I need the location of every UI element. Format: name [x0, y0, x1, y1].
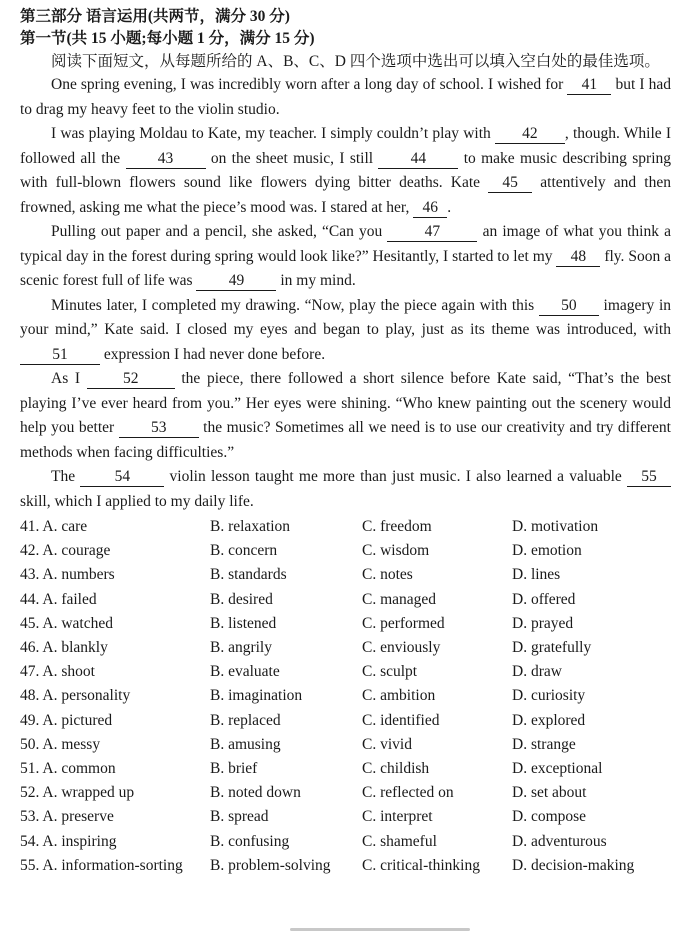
- option-c: C. shameful: [362, 832, 437, 850]
- option-a: 49. A. pictured: [20, 711, 113, 729]
- instructions: 阅读下面短文，从每题所给的 A、B、C、D 四个选项中选出可以填入空白处的最佳选项。: [51, 53, 660, 70]
- option-d: D. curiosity: [512, 687, 586, 705]
- passage-text: Minutes later, I completed my drawing. “Now, play the piece again with this: [51, 296, 539, 314]
- option-b: B. desired: [210, 590, 273, 608]
- option-row: [20, 660, 671, 684]
- option-row: [20, 684, 671, 708]
- option-row: [20, 733, 671, 757]
- option-a: 48. A. personality: [20, 687, 131, 705]
- blank-51: 51: [20, 346, 100, 365]
- option-c: C. managed: [362, 590, 437, 608]
- option-c: C. interpret: [362, 808, 433, 826]
- scrollbar[interactable]: [290, 928, 470, 931]
- passage-text: an image of what you think a typical day in the forest during spring would look like?” Hesitantly, I started to let my: [20, 223, 671, 265]
- option-b: B. brief: [210, 760, 258, 778]
- option-a: 46. A. blankly: [20, 639, 108, 657]
- option-b: B. replaced: [210, 711, 281, 729]
- option-c: C. vivid: [362, 735, 412, 753]
- section-title: 第一节(共 15 小题;每小题 1 分，满分 15 分): [20, 30, 315, 47]
- option-d: D. set about: [512, 784, 587, 802]
- option-b: B. noted down: [210, 784, 301, 802]
- blank-47: 47: [387, 223, 477, 242]
- blank-54: 54: [80, 468, 164, 487]
- passage-text: I was playing Moldau to Kate, my teacher. I simply couldn’t play with: [51, 125, 495, 142]
- option-row: [20, 854, 671, 878]
- option-d: D. motivation: [512, 518, 599, 535]
- blank-45: 45: [488, 174, 532, 193]
- option-a: 47. A. shoot: [20, 663, 95, 681]
- option-b: B. confusing: [210, 832, 290, 850]
- blank-42: 42: [495, 125, 565, 144]
- passage-text: As I: [51, 370, 87, 387]
- passage-text: but I had to drag my heavy feet to the violin studio.: [20, 76, 671, 118]
- option-b: B. standards: [210, 566, 287, 584]
- passage-text: violin lesson taught me more than just music. I also learned a valuable: [164, 468, 627, 485]
- option-b: B. amusing: [210, 735, 281, 753]
- option-a: 52. A. wrapped up: [20, 784, 135, 802]
- passage-text: imagery in your mind,” Kate said. I closed my eyes and began to play, just as its theme was introduced, with: [20, 296, 672, 338]
- blank-49: 49: [196, 272, 276, 291]
- option-row: [20, 781, 671, 805]
- option-d: D. draw: [512, 663, 562, 681]
- option-row: [20, 757, 671, 781]
- passage-text: expression I had never done before.: [100, 345, 326, 363]
- blank-50: 50: [539, 297, 599, 316]
- option-a: 54. A. inspiring: [20, 832, 117, 850]
- option-b: B. spread: [210, 808, 269, 826]
- option-b: B. evaluate: [210, 663, 280, 681]
- option-d: D. exceptional: [512, 760, 603, 778]
- option-c: C. reflected on: [362, 784, 454, 802]
- blank-44: 44: [378, 150, 458, 169]
- option-a: 50. A. messy: [20, 735, 101, 753]
- option-d: D. prayed: [512, 614, 574, 632]
- option-a: 41. A. care: [20, 518, 88, 535]
- blank-48: 48: [556, 248, 600, 267]
- paragraph: [20, 122, 671, 220]
- option-c: C. critical-thinking: [362, 856, 480, 874]
- paragraph: [20, 294, 671, 368]
- option-c: C. identified: [362, 711, 440, 729]
- option-a: 43. A. numbers: [20, 566, 115, 584]
- option-b: B. problem-solving: [210, 856, 331, 874]
- option-row: [20, 515, 671, 539]
- option-a: 44. A. failed: [20, 590, 97, 608]
- option-row: [20, 539, 671, 563]
- option-c: C. freedom: [362, 518, 432, 535]
- option-d: D. emotion: [512, 542, 582, 560]
- option-row: [20, 612, 671, 636]
- passage-text: Pulling out paper and a pencil, she asked, “Can you: [51, 223, 388, 240]
- part-title: 第三部分 语言运用(共两节，满分 30 分): [20, 8, 290, 25]
- option-a: 51. A. common: [20, 760, 116, 778]
- option-row: [20, 805, 671, 829]
- option-b: B. concern: [210, 542, 278, 560]
- blank-43: 43: [126, 150, 206, 169]
- passage-text: on the sheet music, I still: [205, 149, 379, 167]
- passage-text: the music? Sometimes all we need is to use our creativity and try different methods when facing difficulties.”: [20, 419, 671, 461]
- passage-text: .: [447, 198, 452, 216]
- blank-55: 55: [627, 468, 671, 487]
- option-b: B. relaxation: [210, 518, 291, 535]
- blank-41: 41: [567, 76, 611, 95]
- option-c: C. performed: [362, 614, 445, 632]
- option-c: C. ambition: [362, 687, 436, 705]
- option-d: D. offered: [512, 590, 576, 608]
- option-c: C. notes: [362, 566, 413, 584]
- passage-text: fly. Soon a scenic forest full of life was: [20, 247, 672, 289]
- option-row: [20, 709, 671, 733]
- passage-text: to make music describing spring with full-blown flowers sound like flowers dying bitter deaths. Kate: [20, 149, 671, 191]
- passage-text: skill, which I applied to my daily life.: [20, 492, 254, 510]
- option-c: C. childish: [362, 760, 430, 778]
- option-a: 55. A. information-sorting: [20, 856, 183, 874]
- blank-53: 53: [119, 419, 199, 438]
- passage-text: attentively and then frowned, asking me what the piece’s mood was. I stared at her,: [20, 174, 671, 216]
- option-a: 45. A. watched: [20, 614, 113, 632]
- option-d: D. strange: [512, 735, 576, 753]
- option-row: [20, 830, 671, 854]
- option-c: C. enviously: [362, 639, 441, 657]
- option-d: D. lines: [512, 566, 561, 584]
- option-b: B. imagination: [210, 687, 303, 705]
- option-d: D. adventurous: [512, 832, 607, 850]
- option-d: D. gratefully: [512, 639, 592, 657]
- option-b: B. angrily: [210, 639, 272, 657]
- option-c: C. sculpt: [362, 663, 418, 681]
- option-c: C. wisdom: [362, 542, 430, 560]
- paragraph: [20, 465, 671, 514]
- paragraph: [20, 220, 671, 294]
- option-a: 42. A. courage: [20, 542, 111, 560]
- passage-text: the piece, there followed a short silence before Kate said, “That’s the best playing I’ve ever heard from you.” Her eyes were shining. “Who knew painting out the scenery would help you better: [20, 370, 671, 436]
- passage-text: The: [51, 468, 81, 485]
- paragraph: [20, 73, 671, 122]
- blank-52: 52: [87, 370, 175, 389]
- passage-text: in my mind.: [276, 272, 356, 289]
- paragraph: [20, 367, 671, 465]
- option-a: 53. A. preserve: [20, 808, 114, 826]
- passage: [20, 73, 671, 514]
- option-d: D. compose: [512, 808, 587, 826]
- option-row: [20, 588, 671, 612]
- option-d: D. decision-making: [512, 856, 635, 874]
- blank-46: 46: [413, 199, 447, 218]
- passage-text: , though. While I followed all the: [20, 125, 671, 167]
- option-row: [20, 563, 671, 587]
- passage-text: One spring evening, I was incredibly worn after a long day of school. I wished for: [51, 76, 568, 93]
- option-b: B. listened: [210, 614, 277, 632]
- answer-options: [20, 515, 671, 878]
- option-row: [20, 636, 671, 660]
- option-d: D. explored: [512, 711, 586, 729]
